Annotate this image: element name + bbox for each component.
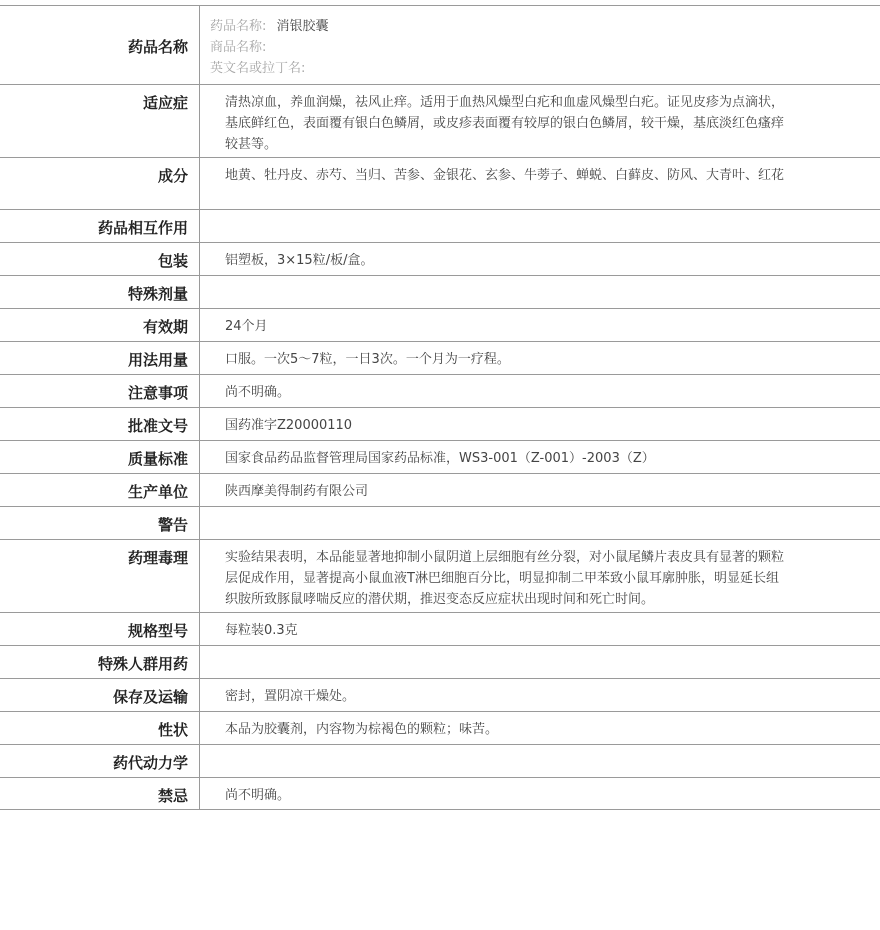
row-special-dose xyxy=(0,275,880,308)
row-label: 药品名称 xyxy=(0,6,200,84)
row-label: 禁忌 xyxy=(0,778,200,809)
row-value xyxy=(200,646,880,678)
row-value: 尚不明确。 xyxy=(225,788,291,803)
row-label: 用法用量 xyxy=(0,342,200,374)
row-label: 适应症 xyxy=(0,85,200,157)
row-value: 密封，置阴凉干燥处。 xyxy=(225,689,356,704)
row-special-population xyxy=(0,645,880,678)
row-appearance xyxy=(0,711,880,744)
row-value xyxy=(200,210,880,242)
row-value: 尚不明确。 xyxy=(225,385,291,400)
row-storage xyxy=(0,678,880,711)
row-value: 实验结果表明，本品能显著地抑制小鼠阴道上层细胞有丝分裂，对小鼠尾鳞片表皮具有显著的颗粒层促成作用，显著提高小鼠血液T淋巴细胞百分比，明显抑制二甲苯致小鼠耳廓肿胀，明显延长组织胺所致豚鼠哮喘反应的潜伏期，推迟变态反应症状出现时间和死亡时间。 xyxy=(225,550,785,607)
row-value xyxy=(200,745,880,777)
row-approval-number xyxy=(0,407,880,440)
row-label: 批准文号 xyxy=(0,408,200,440)
row-label: 药代动力学 xyxy=(0,745,200,777)
row-precautions xyxy=(0,374,880,407)
row-label: 警告 xyxy=(0,507,200,539)
generic-name-value: 消银胶囊 xyxy=(276,19,329,34)
row-quality-standard xyxy=(0,440,880,473)
drug-name-block xyxy=(200,6,880,84)
row-contraindications xyxy=(0,777,880,810)
row-drug-name xyxy=(0,5,880,84)
row-indications xyxy=(0,84,880,157)
row-ingredients xyxy=(0,157,880,209)
row-label: 性状 xyxy=(0,712,200,744)
generic-name-line xyxy=(210,16,860,37)
row-value xyxy=(200,276,880,308)
row-label: 特殊人群用药 xyxy=(0,646,200,678)
row-packaging xyxy=(0,242,880,275)
row-value: 铝塑板，3×15粒/板/盒。 xyxy=(225,253,374,268)
generic-name-label: 药品名称: xyxy=(210,19,267,34)
row-warning xyxy=(0,506,880,539)
row-value: 口服。一次5～7粒，一日3次。一个月为一疗程。 xyxy=(225,352,510,367)
row-pharmacology xyxy=(0,539,880,612)
trade-name-line xyxy=(210,37,860,58)
english-name-line xyxy=(210,58,860,79)
row-value: 陕西摩美得制药有限公司 xyxy=(225,484,369,499)
row-label: 有效期 xyxy=(0,309,200,341)
row-value: 每粒装0.3克 xyxy=(225,623,298,638)
row-label: 生产单位 xyxy=(0,474,200,506)
row-label: 质量标准 xyxy=(0,441,200,473)
row-value: 本品为胶囊剂，内容物为棕褐色的颗粒；味苦。 xyxy=(225,722,499,737)
row-value: 24个月 xyxy=(225,319,268,334)
row-value: 国药准字Z20000110 xyxy=(225,418,353,433)
row-value: 清热凉血，养血润燥，祛风止痒。适用于血热风燥型白疕和血虚风燥型白疕。证见皮疹为点滴状，基底鲜红色，表面覆有银白色鳞屑，或皮疹表面覆有较厚的银白色鳞屑，较干燥，基底淡红色瘙痒较甚等。 xyxy=(225,95,785,152)
row-label: 注意事项 xyxy=(0,375,200,407)
row-specification xyxy=(0,612,880,645)
row-manufacturer xyxy=(0,473,880,506)
row-interactions xyxy=(0,209,880,242)
row-value: 国家食品药品监督管理局国家药品标准，WS3-001（Z-001）-2003（Z） xyxy=(225,451,655,466)
row-label: 成分 xyxy=(0,158,200,209)
row-value: 地黄、牡丹皮、赤芍、当归、苦参、金银花、玄参、牛蒡子、蝉蜕、白藓皮、防风、大青叶、红花 xyxy=(225,168,785,183)
row-label: 药理毒理 xyxy=(0,540,200,612)
row-label: 包装 xyxy=(0,243,200,275)
row-dosage xyxy=(0,341,880,374)
row-value xyxy=(200,507,880,539)
row-label: 药品相互作用 xyxy=(0,210,200,242)
row-pharmacokinetics xyxy=(0,744,880,777)
trade-name-label: 商品名称: xyxy=(210,40,267,55)
english-name-label: 英文名或拉丁名: xyxy=(210,61,306,76)
row-label: 保存及运输 xyxy=(0,679,200,711)
row-label: 规格型号 xyxy=(0,613,200,645)
row-shelf-life xyxy=(0,308,880,341)
drug-info-table xyxy=(0,5,880,810)
row-label: 特殊剂量 xyxy=(0,276,200,308)
